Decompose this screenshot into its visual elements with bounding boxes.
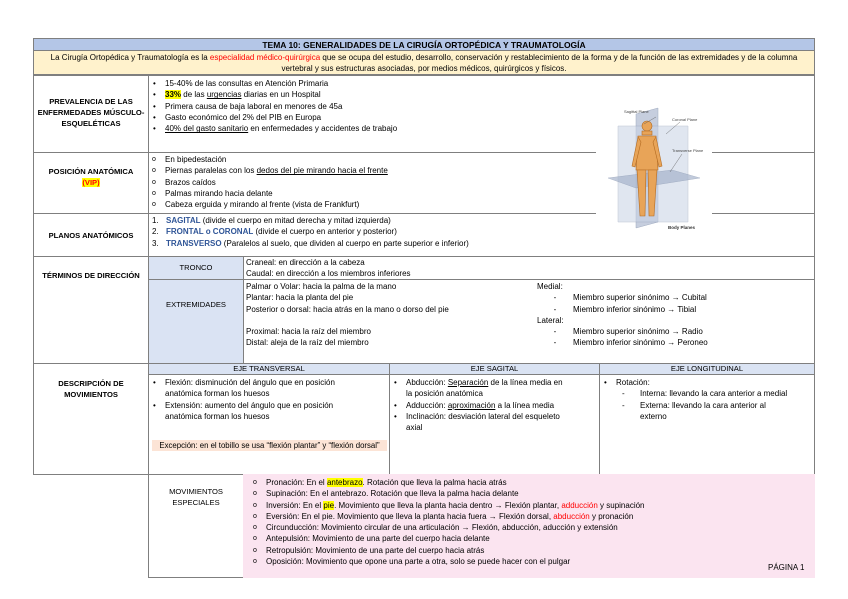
list-item — [149, 112, 397, 123]
page-number — [768, 562, 804, 573]
terminos-label — [34, 270, 148, 281]
prevalencia-label — [34, 96, 148, 129]
planos-label-text: PLANOS ANATÓMICOS — [48, 231, 134, 240]
plano-transverso: TRANSVERSO — [166, 238, 222, 248]
plano-sagital-desc: (divide el cuerpo en mitad derecha y mitad izquierda) — [200, 216, 391, 225]
prevalencia-item-5-b: en enfermedades y accidentes de trabajo — [248, 124, 398, 134]
prevalencia-item-3: Primera causa de baja laboral en menores de 45a — [165, 101, 343, 111]
dash: - — [553, 304, 557, 314]
eversion-b: y pronación — [589, 511, 634, 521]
planos-num-2: 2. — [152, 227, 159, 237]
extremidades-left — [246, 281, 449, 349]
tronco-content — [246, 257, 411, 280]
posicion-item-3: Brazos caídos — [165, 177, 216, 187]
excepcion-note — [152, 440, 387, 451]
antepulsion-text: Antepulsión: Movimiento de una parte del cuerpo hacia delante — [266, 534, 490, 544]
prevalencia-item-4: Gasto económico del 2% del PIB en Europa — [165, 112, 322, 122]
list-item — [250, 556, 645, 567]
posicion-item-1: En bipedestación — [165, 155, 227, 164]
list-item — [250, 500, 645, 511]
list-item — [149, 400, 335, 423]
abduccion-a: Abducción: — [406, 378, 448, 387]
prevalencia-label-text: PREVALENCIA DE LAS ENFERMEDADES MÚSCULO-ESQUELÉTICAS — [37, 97, 145, 128]
eje-longitudinal-text: EJE LONGITUDINAL — [670, 364, 744, 373]
list-item — [152, 238, 469, 249]
excepcion-text: Excepción: en el tobillo se usa “flexión plantar” y “flexión dorsal” — [159, 441, 380, 450]
list-item — [149, 154, 388, 165]
movimientos-label-text: MOVIMIENTOS ESPECIALES — [169, 487, 223, 507]
terminos-label-text: TÉRMINOS DE DIRECCIÓN — [42, 271, 140, 280]
eje-longitudinal-list — [600, 377, 814, 422]
rotacion-text: Rotación: — [616, 378, 650, 387]
vip-badge: (VIP) — [82, 178, 100, 187]
intro-paragraph — [33, 50, 815, 75]
oposicion-text: Oposición: Movimiento que opone una parte a otra, solo se puede hacer con el pulgar — [266, 557, 571, 567]
list-item — [149, 199, 388, 210]
rotacion-item: • Rotación: — [604, 378, 650, 387]
medial-cubital: Miembro superior sinónimo → Cubital — [573, 293, 707, 303]
rotacion-interna-text: Interna: llevando la cara anterior a medial — [640, 389, 788, 399]
list-item — [152, 226, 469, 237]
distal-text: Distal: aleja de la raíz del miembro — [246, 338, 369, 348]
planos-num-3: 3. — [152, 238, 159, 248]
list-item — [149, 101, 397, 112]
medial-label: Medial: — [537, 282, 563, 291]
body-planes-figure — [596, 104, 712, 238]
supinacion-text: Supinación: En el antebrazo. Rotación que lleva la palma hacia delante — [266, 489, 519, 499]
retropulsion-text: Retropulsión: Movimiento de una parte del cuerpo hacia atrás — [266, 545, 485, 555]
posterior-text: Posterior o dorsal: hacia atrás en la mano o dorso del pie — [246, 304, 449, 314]
pronacion-a: Pronación: En el — [266, 478, 327, 487]
inversion-b: . Movimiento que lleva la planta hacia dentro → Flexión plantar, — [334, 500, 562, 510]
descripcion-label — [34, 378, 148, 400]
prevalencia-list — [149, 78, 397, 134]
movimientos-list — [250, 477, 645, 567]
palmar-text: Palmar o Volar: hacia la palma de la mano — [246, 282, 397, 291]
posicion-label-text: POSICIÓN ANATÓMICA — [48, 167, 134, 176]
tronco-label — [148, 262, 244, 273]
inclinacion-text-2: axial — [406, 423, 423, 433]
rotacion-externa: - Externa: llevando la cara anterior al — [622, 400, 766, 410]
pronacion-highlight: antebrazo — [326, 478, 363, 487]
eje-sagital-text: EJE SAGITAL — [470, 364, 519, 373]
list-item — [390, 400, 563, 411]
posicion-label — [34, 166, 148, 188]
plano-sagital: SAGITAL — [166, 216, 201, 225]
list-item — [250, 545, 645, 556]
movimientos-label — [150, 486, 242, 508]
prevalencia-item-2-highlight: 33% — [165, 90, 182, 100]
figure-caption: Body Planes — [668, 225, 696, 230]
pronacion-b: . Rotación que lleva la palma hacia atrás — [362, 478, 507, 487]
extremidades-right — [537, 281, 813, 349]
flexion-text-2: anatómica forman los huesos — [165, 389, 270, 399]
extension-text: Extensión: aumento del ángulo que en posición — [165, 400, 334, 410]
page-title-text: TEMA 10: GENERALIDADES DE LA CIRUGÍA ORTOPÉDICA Y TRAUMATOLOGÍA — [262, 40, 586, 50]
extremidades-label — [148, 299, 244, 310]
label-transverse: Transverse Plane — [672, 148, 704, 153]
lateral-label: Lateral: — [537, 315, 564, 325]
planos-num-1: 1. — [152, 216, 159, 225]
abduccion-underline: Separación — [447, 378, 489, 387]
adduccion-b: a la línea media — [495, 400, 555, 410]
body-planes-illustration — [596, 104, 712, 238]
rotacion-interna: - Interna: llevando la cara anterior a medial — [622, 389, 788, 399]
plano-transverso-desc: (Paralelos al suelo, que dividen al cuerpo en parte superior e inferior) — [221, 238, 469, 248]
planos-list — [152, 215, 469, 249]
inversion-c: y supinación — [597, 500, 645, 510]
descripcion-label-text: DESCRIPCIÓN DE MOVIMIENTOS — [58, 379, 124, 399]
list-item — [149, 377, 335, 400]
label-coronal: Coronal Plane — [672, 117, 698, 122]
rotacion-externa-text: Externa: llevando la cara anterior al — [640, 400, 766, 410]
list-item — [250, 522, 645, 533]
prevalencia-item-5-underline: 40% del gasto sanitario — [165, 124, 249, 134]
list-item — [250, 488, 645, 499]
list-item — [149, 78, 397, 89]
list-item — [149, 123, 397, 134]
list-item — [149, 177, 388, 188]
lateral-peroneo: Miembro inferior sinónimo → Peroneo — [573, 338, 708, 348]
prevalencia-item-1: 15-40% de las consultas en Atención Primaria — [165, 79, 329, 88]
planos-label — [34, 230, 148, 241]
lateral-item-1 — [537, 326, 813, 337]
list-item — [250, 477, 645, 488]
extremidades-cell — [148, 279, 244, 364]
posicion-list — [149, 154, 388, 210]
posicion-item-5: Cabeza erguida y mirando al frente (vista de Frankfurt) — [165, 200, 360, 210]
dash: - — [553, 293, 557, 303]
abduccion-c: la posición anatómica — [406, 389, 483, 399]
abduccion-b: de la línea media en — [488, 378, 563, 387]
prevalencia-item-2-underline: urgencias — [206, 90, 242, 100]
dash: - — [553, 327, 557, 337]
eje-transversal-list — [149, 377, 335, 422]
inversion-red: adducción — [561, 500, 598, 510]
circunduccion-text: Circunducción: Movimiento circular de una articulación → Flexión, abducción, aducción y extensión — [266, 523, 618, 533]
list-item — [390, 377, 563, 400]
medial-item-2 — [537, 304, 813, 315]
label-sagittal: Sagittal Plane — [624, 109, 649, 114]
lateral-radio: Miembro superior sinónimo → Radio — [573, 327, 703, 337]
page-number-text: PÁGINA 1 — [768, 563, 805, 572]
craneal-text: Craneal: en dirección a la cabeza — [246, 258, 365, 267]
inversion-highlight: pie — [323, 500, 335, 510]
list-item — [250, 533, 645, 544]
extension-text-2: anatómica forman los huesos — [165, 411, 270, 421]
plano-frontal-desc: (divide el cuerpo en anterior y posterior) — [253, 227, 397, 237]
prevalencia-item-2-a: de las — [181, 90, 207, 100]
intro-text-2: que se ocupa del estudio, desarrollo, conservación y restablecimiento de la forma y de la función de las extremidades y de la columna vertebral y sus estructuras asociadas, por medios médicos, quirúrgicos y físicos. — [281, 53, 798, 73]
list-item — [152, 215, 469, 226]
adduccion-underline: aproximación — [447, 400, 496, 410]
extremidades-label-text: EXTREMIDADES — [166, 300, 226, 309]
medial-item-1 — [537, 292, 813, 303]
tronco-label-text: TRONCO — [179, 263, 213, 272]
posicion-item-2-underline: dedos del pie mirando hacia el frente — [256, 166, 388, 176]
prevalencia-item-2-b: diarias en un Hospital — [241, 90, 321, 100]
dash: - — [553, 338, 557, 348]
inversion-a: Inversión: En el — [266, 500, 324, 510]
inclinacion-text: Inclinación: desviación lateral del esqueleto — [406, 411, 560, 421]
caudal-text: Caudal: en dirección a los miembros inferiores — [246, 269, 411, 279]
plano-frontal: FRONTAL o CORONAL — [166, 227, 254, 237]
list-item — [250, 511, 645, 522]
posicion-item-2-a: Piernas paralelas con los — [165, 166, 257, 176]
posicion-item-4: Palmas mirando hacia delante — [165, 188, 273, 198]
flexion-text: Flexión: disminución del ángulo que en posición — [165, 378, 335, 387]
list-item — [390, 411, 563, 434]
eje-transversal-text: EJE TRANSVERSAL — [233, 364, 305, 373]
eversion-a: Eversión: En el pie. Movimiento que lleva la planta hacia fuera → Flexión dorsal, — [266, 511, 554, 521]
proximal-text: Proximal: hacia la raíz del miembro — [246, 327, 371, 337]
intro-highlight: especialidad médico-quirúrgica — [209, 53, 321, 62]
eje-sagital-list — [390, 377, 563, 433]
medial-tibial: Miembro inferior sinónimo → Tibial — [573, 304, 697, 314]
plantar-text: Plantar: hacia la planta del pie — [246, 293, 354, 303]
list-item — [149, 89, 397, 100]
list-item — [149, 165, 388, 176]
lateral-item-2 — [537, 337, 813, 348]
intro-text-1: La Cirugía Ortopédica y Traumatología es la — [50, 53, 210, 62]
rotacion-externa-text-2: externo — [640, 411, 667, 421]
adduccion-a: Adducción: — [406, 400, 448, 410]
list-item — [149, 188, 388, 199]
eversion-red: abducción — [553, 511, 590, 521]
